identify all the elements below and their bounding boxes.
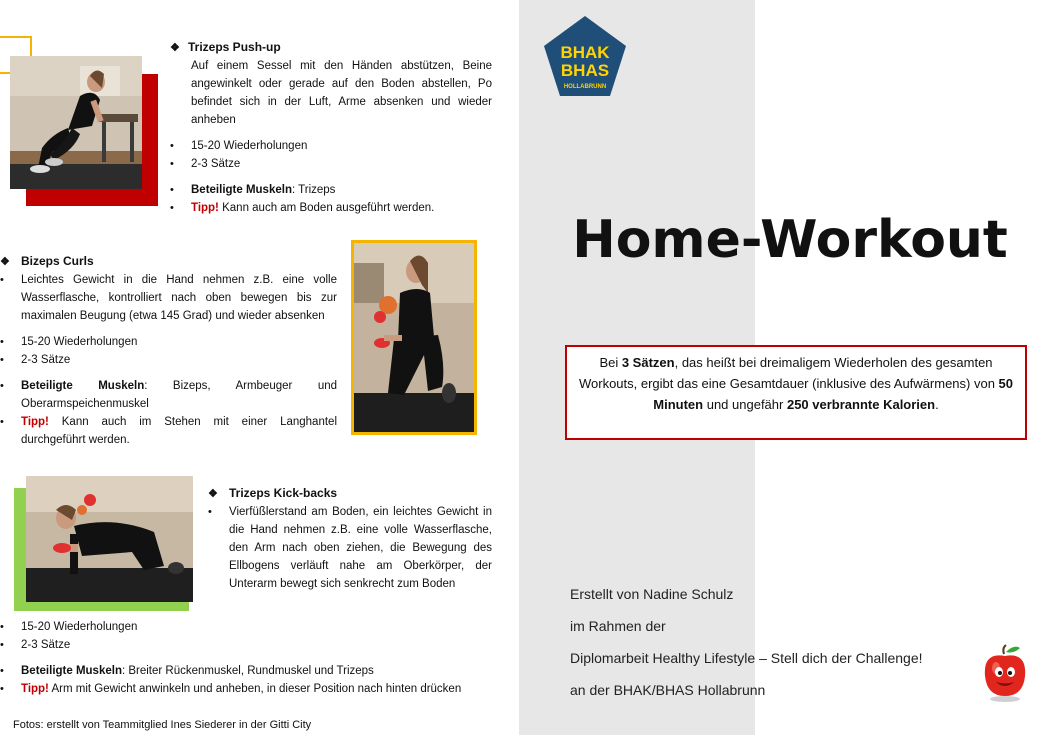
bullet-icon: •	[170, 158, 174, 170]
kickbacks-section	[208, 484, 492, 593]
bullet-icon: •	[0, 380, 4, 392]
photo-credit: Fotos: erstellt von Teammitglied Ines Siederer in der Gitti City	[13, 719, 312, 731]
kickbacks-details	[0, 618, 501, 698]
curls-title: ❖ Bizeps Curls	[0, 252, 337, 271]
pushup-photo	[10, 56, 142, 189]
bhak-bhas-logo	[542, 14, 628, 98]
bullet-icon: •	[0, 621, 4, 633]
kickbacks-reps: • 15-20 Wiederholungen	[21, 618, 501, 636]
page-title: Home-Workout	[572, 210, 1008, 270]
credits-block	[570, 578, 923, 706]
curls-photo	[351, 240, 477, 435]
bullet-icon: •	[0, 416, 4, 428]
bullet-icon: •	[0, 683, 4, 695]
curls-tip: • Tipp! Kann auch im Stehen mit einer Langhantel durchgeführt werden.	[21, 413, 337, 449]
curls-section	[0, 252, 337, 449]
pushup-section	[170, 38, 492, 217]
pushup-title: ❖ Trizeps Push-up	[170, 38, 492, 57]
curls-sets: • 2-3 Sätze	[21, 351, 337, 369]
bullet-icon: •	[0, 354, 4, 366]
curls-description: • Leichtes Gewicht in die Hand nehmen z.B. eine volle Wasserflasche, kontrolliert nach oben bewegen bis zur maximalen Beugung (etwa 145 Grad) und wieder absenken	[21, 271, 337, 325]
pushup-description: Auf einem Sessel mit den Händen abstützen, Beine angewinkelt oder gerade auf den Boden abstellen, Po befindet sich in der Luft, Arme absenken und wieder anheben	[191, 60, 492, 126]
kickbacks-description: • Vierfüßlerstand am Boden, ein leichtes Gewicht in die Hand nehmen z.B. eine volle Wasserflasche, den Arm nach oben ziehen, die Bewegung des Ellbogens verläuft nahe am Oberkörper, der Unterarm bewegt sich senkrecht zum Boden	[229, 503, 492, 593]
bullet-icon: •	[170, 202, 174, 214]
pushup-tip: • Tipp! Kann auch am Boden ausgeführt werden.	[191, 199, 492, 217]
logo-line1: BHAK	[560, 43, 610, 62]
kickbacks-tip: • Tipp! Arm mit Gewicht anwinkeln und anheben, in dieser Position nach hinten drücken	[21, 680, 501, 698]
logo-line2: BHAS	[560, 61, 610, 80]
diamond-bullet-icon: ❖	[0, 256, 10, 268]
bullet-icon: •	[0, 665, 4, 677]
bullet-icon: •	[170, 140, 174, 152]
bullet-icon: •	[0, 336, 4, 348]
credits-line1: Erstellt von Nadine Schulz	[570, 586, 734, 602]
bullet-icon: •	[0, 274, 4, 286]
kickbacks-sets: • 2-3 Sätze	[21, 636, 501, 654]
kickbacks-muscles: • Beteiligte Muskeln: Breiter Rückenmuskel, Rundmuskel und Trizeps	[21, 662, 501, 680]
pushup-reps: • 15-20 Wiederholungen	[191, 137, 492, 155]
credits-line2: im Rahmen der	[570, 618, 666, 634]
bullet-icon: •	[0, 639, 4, 651]
pushup-muscles: • Beteiligte Muskeln: Trizeps	[191, 181, 492, 199]
kickbacks-photo	[26, 476, 193, 602]
diamond-bullet-icon: ❖	[170, 42, 180, 54]
bullet-icon: •	[170, 184, 174, 196]
curls-reps: • 15-20 Wiederholungen	[21, 333, 337, 351]
logo-line3: HOLLABRUNN	[563, 84, 607, 90]
credits-line3: Diplomarbeit Healthy Lifestyle – Stell dich der Challenge!	[570, 650, 923, 666]
info-box: Bei 3 Sätzen, das heißt bei dreimaligem Wiederholen des gesamten Workouts, ergibt das eine Gesamtdauer (inklusive des Aufwärmens) von 50 Minuten und ungefähr 250 verbrannte Kalorien.	[565, 345, 1027, 440]
pushup-sets: • 2-3 Sätze	[191, 155, 492, 173]
bullet-icon: •	[208, 506, 212, 518]
diamond-bullet-icon: ❖	[208, 488, 218, 500]
curls-muscles: • Beteiligte Muskeln: Bizeps, Armbeuger und Oberarmspeichenmuskel	[21, 377, 337, 413]
kickbacks-title: ❖ Trizeps Kick-backs	[208, 484, 492, 503]
apple-mascot-icon	[982, 644, 1028, 702]
credits-line4: an der BHAK/BHAS Hollabrunn	[570, 682, 766, 698]
